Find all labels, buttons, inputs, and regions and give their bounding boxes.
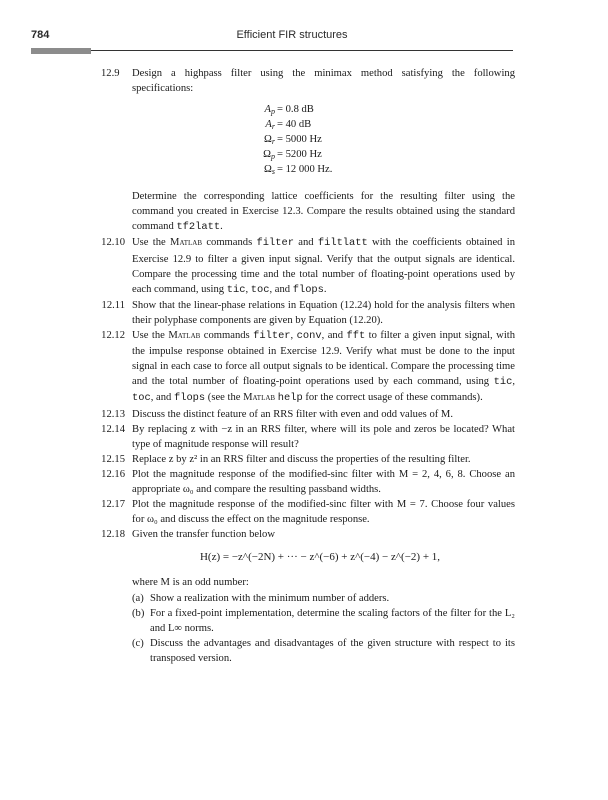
exercise-12-17 (95, 497, 515, 527)
exercise-list (95, 66, 515, 666)
spec-row (95, 117, 515, 132)
exercise-12-15 (95, 452, 515, 467)
item-label: (c) (132, 637, 144, 649)
exercise-number: 12.13 (101, 408, 125, 420)
exercise-text: Plot the magnitude response of the modified-sinc filter with M = 7. Choose four values for ω₀ and discuss the effect on the magnitude response. (132, 499, 515, 526)
spec-symbol: $\Omega_r$ (264, 134, 275, 147)
exercise-12-12 (95, 328, 515, 406)
sub-item-c (95, 636, 515, 666)
exercise-number: 12.11 (101, 299, 125, 311)
item-text: Discuss the advantages and disadvantages of the given structure with respect to its transposed version. (150, 637, 515, 664)
spec-symbol: $A_r$ (265, 119, 275, 132)
matlab-name: Matlab (243, 392, 276, 404)
command: tic (493, 376, 513, 389)
exercise-number: 12.16 (101, 468, 125, 480)
header-rule-thin (91, 50, 513, 51)
exercise-number: 12.10 (101, 237, 125, 249)
page-number: 784 (31, 29, 50, 41)
command: flops (292, 283, 324, 296)
exercise-12-18 (95, 527, 515, 542)
text-segment: , and (150, 392, 174, 404)
matlab-name: Matlab (168, 330, 201, 342)
spec-row (95, 162, 515, 177)
exercise-number: 12.9 (101, 68, 120, 79)
where-text: where M is an odd number: (132, 577, 249, 589)
spec-value: = 5000 Hz (277, 134, 322, 146)
spec-symbol: $A_p$ (264, 104, 275, 117)
exercise-text: Replace z by z² in an RRS filter and discuss the properties of the resulting filter. (132, 453, 471, 465)
equation-text: H(z) = −z^(−2N) + ··· − z^(−6) + z^(−4) − z^(−2) + 1, (199, 551, 441, 564)
sub-item-b (95, 606, 515, 636)
text-segment: , (245, 283, 251, 295)
spec-row (95, 102, 515, 117)
spec-symbol: $\Omega_s$ (264, 164, 275, 177)
exercise-text: Plot the magnitude response of the modified-sinc filter with M = 2, 4, 6, 8. Choose an appropriate ω₀ and compare the resulting passband widths. (132, 468, 515, 495)
command: tic (226, 283, 246, 296)
command: filtlatt (317, 237, 368, 250)
text-segment: commands (202, 237, 257, 249)
command: help (277, 392, 303, 405)
command: conv (296, 330, 322, 343)
command: toc (250, 283, 270, 296)
command: filter (256, 237, 294, 250)
text-segment: for the correct usage of these commands). (302, 392, 483, 404)
spec-symbol: $\Omega_p$ (263, 149, 275, 162)
transfer-function-equation (95, 550, 515, 565)
item-text: For a fixed-point implementation, determine the scaling factors of the filter for the L₂ and L∞ norms. (150, 607, 515, 634)
exercise-number: 12.15 (101, 453, 125, 465)
paragraph-text: Determine the corresponding lattice coefficients for the resulting filter using the command you created in Exercise 12.3. Compare the results obtained using the standard command (132, 191, 515, 233)
exercise-number: 12.18 (101, 529, 125, 541)
text-segment: , and (321, 330, 347, 342)
command-tf2latt: tf2latt (176, 221, 221, 234)
specifications (95, 102, 515, 177)
text-segment: to filter a given input signal, with the impulse response obtained in Exercise 12.9. Verify what must be done to the input signal in each case to force all output signals to be identical. Compare the processing time and the total number of floating-point operations used by each command, using (132, 330, 515, 388)
exercise-12-14 (95, 422, 515, 452)
item-label: (a) (132, 592, 144, 604)
exercise-12-9 (95, 66, 515, 96)
sub-item-a (95, 591, 515, 606)
exercise-number: 12.17 (101, 499, 125, 511)
command: filter (253, 330, 291, 343)
paragraph-end: . (220, 221, 223, 233)
text-segment: with the coefficients obtained in Exercise 12.9 to filter a given input signal. Verify that the output signals are identical. Compare the processing time and the total number of floating-point operations used by each command, using (132, 237, 515, 295)
spec-value: = 5200 Hz (277, 149, 322, 161)
command: flops (173, 392, 206, 405)
text-segment: . (323, 283, 327, 295)
exercise-12-13 (95, 407, 515, 422)
spec-value: = 12 000 Hz. (277, 164, 333, 176)
spec-value: = 40 dB (277, 119, 312, 131)
command: fft (346, 330, 366, 343)
spec-value: = 0.8 dB (277, 104, 314, 116)
exercise-text: Show that the linear-phase relations in Equation (12.24) hold for the analysis filters when their polyphase components are given by Equation (12.20). (132, 299, 515, 326)
where-clause (95, 575, 515, 590)
running-title: Efficient FIR structures (236, 29, 348, 41)
exercise-text: Given the transfer function below (132, 529, 275, 541)
header-rule-thick (31, 48, 91, 54)
page-header (31, 29, 513, 45)
text-segment: , and (269, 283, 293, 295)
matlab-name: Matlab (170, 237, 203, 249)
text-segment: commands (200, 330, 254, 342)
text-segment: and (293, 237, 318, 249)
spec-row (95, 147, 515, 162)
text-segment: Use the (132, 237, 171, 249)
spec-row (95, 132, 515, 147)
exercise-text: Discuss the distinct feature of an RRS filter with even and odd values of M. (132, 408, 453, 420)
exercise-number: 12.14 (101, 423, 125, 435)
text-segment: (see the (205, 392, 244, 404)
command: toc (132, 392, 151, 405)
item-label: (b) (132, 607, 145, 619)
text-segment: Use the (132, 330, 169, 342)
item-text: Show a realization with the minimum number of adders. (150, 592, 390, 604)
exercise-text: By replacing z with −z in an RRS filter, where will its pole and zeros be located? What type of magnitude response will result? (132, 423, 515, 450)
exercise-12-11 (95, 298, 515, 328)
text-segment: , (290, 330, 297, 342)
exercise-12-9-paragraph (95, 189, 515, 235)
exercise-text: Design a highpass filter using the minimax method satisfying the following specifications: (132, 68, 515, 95)
exercise-12-16 (95, 467, 515, 497)
exercise-number: 12.12 (101, 330, 125, 342)
text-segment: , (512, 376, 515, 388)
exercise-12-10 (95, 235, 515, 297)
